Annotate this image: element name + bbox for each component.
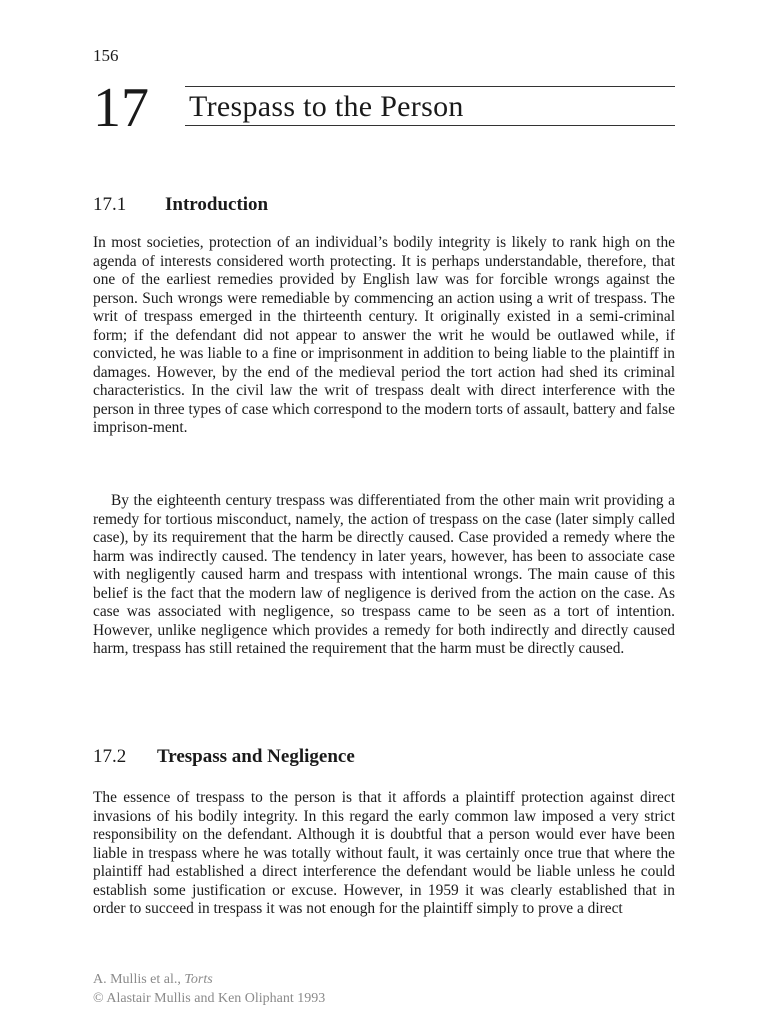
section-title: Trespass and Negligence <box>157 746 355 767</box>
section-number: 17.1 <box>93 194 127 215</box>
footer-book-title: Torts <box>184 972 213 987</box>
footer-citation <box>93 970 325 1008</box>
chapter-rule-top <box>185 86 675 87</box>
chapter-header <box>93 78 675 138</box>
paragraph: By the eighteenth century trespass was differentiated from the other main writ providing a remedy for tortious misconduct, namely, the action of trespass on the case (later simply called case), by its requirement that the harm be directly caused. Case provided a remedy where the harm was indirectly caused. The tendency in later years, however, has been to associate case with negligently caused harm and trespass with intentional wrongs. The main cause of this belief is the fact that the modern law of negligence is derived from the action on the case. As case was associated with negligence, so trespass came to be seen as a tort of intention. However, unlike negligence which provides a remedy for both indirectly and directly caused harm, trespass has still retained the requirement that the harm must be directly caused. <box>93 492 675 658</box>
paragraph: The essence of trespass to the person is that it affords a plaintiff protection against direct invasions of his bodily integrity. In this regard the early common law imposed a very strict responsibility on the defendant. Although it is doubtful that a person would ever have been liable in trespass where he was totally without fault, it was certainly once true that where the plaintiff had established a direct interference the defendant would be liable unless he could establish some justification or excuse. However, in 1959 it was clearly established that in order to succeed in trespass it was not enough for the plaintiff simply to prove a direct <box>93 789 675 918</box>
page-number: 156 <box>93 46 119 65</box>
paragraph: In most societies, protection of an individual’s bodily integrity is likely to rank high on the agenda of interests considered worth protecting. It is perhaps understandable, therefore, that one of the earliest remedies provided by English law was for forcible wrongs against the person. Such wrongs were remediable by commencing an action using a writ of trespass. The writ of trespass emerged in the thirteenth century. It originally existed in a semi-criminal form; if the defendant did not appear to answer the writ he would be outlawed while, if convicted, he was liable to a fine or imprisonment in addition to being liable to the plaintiff in damages. However, by the end of the medieval period the tort action had shed its criminal characteristics. In the civil law the writ of trespass dealt with direct interference with the person in three types of case which correspond to the modern torts of assault, battery and false imprison-ment. <box>93 234 675 437</box>
chapter-number: 17 <box>93 77 149 139</box>
section-title: Introduction <box>165 194 269 215</box>
footer-copyright: © Alastair Mullis and Ken Oliphant 1993 <box>93 991 326 1006</box>
section-number: 17.2 <box>93 746 127 767</box>
section-heading-trespass-and-negligence <box>93 746 355 768</box>
chapter-title: Trespass to the Person <box>189 90 464 123</box>
footer-source-line <box>93 970 325 989</box>
section-heading-introduction <box>93 194 268 216</box>
chapter-rule-bottom <box>185 125 675 126</box>
footer-authors: A. Mullis et al., <box>93 972 181 987</box>
